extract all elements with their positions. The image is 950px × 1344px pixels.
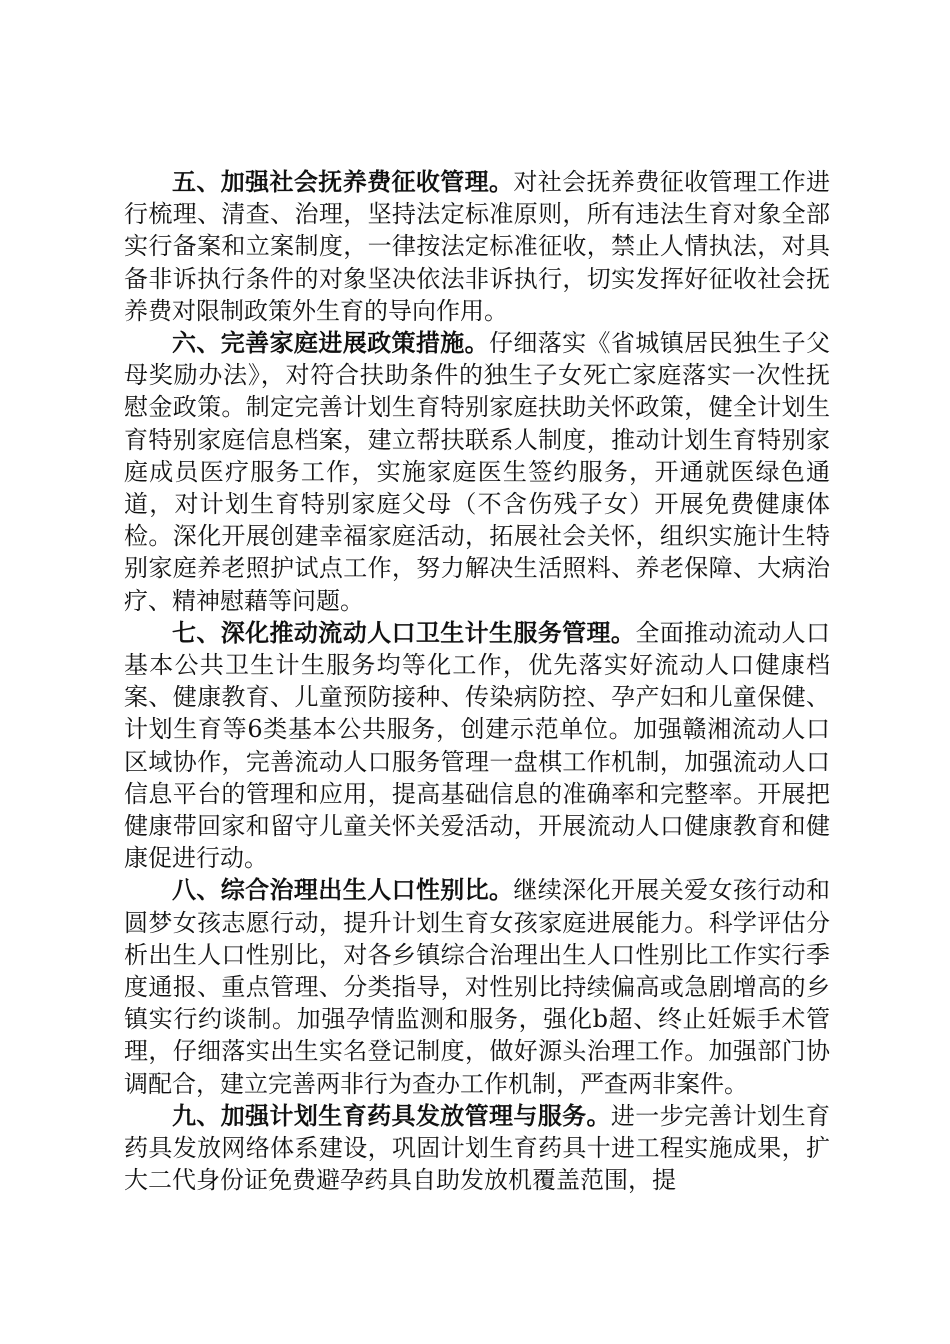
- paragraph-text: 继续深化开展关爱女孩行动和圆梦女孩志愿行动，提升计划生育女孩家庭进展能力。科学评估分析出生人口性别比，对各乡镇综合治理出生人口性别比工作实行季度通报、重点管理、分类指导，对性别比持续偏高或急剧增高的乡镇实行约谈制。加强孕情监测和服务，强化b超、终止妊娠手术管理，仔细落实出生实名登记制度，做好源头治理工作。加强部门协调配合，建立完善两非行为查办工作机制，严查两非案件。: [124, 876, 831, 1098]
- paragraph-text: 进一步完善计划生育药具发放网络体系建设，巩固计划生育药具十进工程实施成果，扩大二代身份证免费避孕药具自助发放机覆盖范围，提: [124, 1101, 830, 1195]
- paragraph-9: [124, 1100, 830, 1197]
- document-body: [124, 166, 830, 1197]
- paragraph-6: [124, 327, 830, 617]
- paragraph-heading: 七、深化推动流动人口卫生计生服务管理。: [172, 618, 636, 647]
- paragraph-text: 对社会抚养费征收管理工作进行梳理、清查、治理，坚持法定标准原则，所有违法生育对象全部实行备案和立案制度，一律按法定标准征收，禁止人情执法，对具备非诉执行条件的对象坚决依法非诉执行，切实发挥好征收社会抚养费对限制政策外生育的导向作用。: [124, 168, 831, 325]
- paragraph-8: [124, 874, 830, 1099]
- paragraph-text: 仔细落实《省城镇居民独生子父母奖励办法》，对符合扶助条件的独生子女死亡家庭落实一次性抚慰金政策。制定完善计划生育特别家庭扶助关怀政策，健全计划生育特别家庭信息档案，建立帮扶联系人制度，推动计划生育特别家庭成员医疗服务工作，实施家庭医生签约服务，开通就医绿色通道，对计划生育特别家庭父母（不含伤残子女）开展免费健康体检。深化开展创建幸福家庭活动，拓展社会关怀，组织实施计生特别家庭养老照护试点工作，努力解决生活照料、养老保障、大病治疗、精神慰藉等问题。: [124, 329, 830, 615]
- paragraph-heading: 八、综合治理出生人口性别比。: [172, 876, 514, 905]
- paragraph-heading: 五、加强社会抚养费征收管理。: [172, 168, 514, 196]
- paragraph-heading: 六、完善家庭进展政策措施。: [172, 329, 489, 358]
- paragraph-5: [124, 166, 830, 327]
- paragraph-heading: 九、加强计划生育药具发放管理与服务。: [172, 1101, 611, 1130]
- paragraph-text: 全面推动流动人口基本公共卫生计生服务均等化工作，优先落实好流动人口健康档案、健康教育、儿童预防接种、传染病防控、孕产妇和儿童保健、计划生育等6类基本公共服务，创建示范单位。加强赣湘流动人口区域协作，完善流动人口服务管理一盘棋工作机制，加强流动人口信息平台的管理和应用，提高基础信息的准确率和完整率。开展把健康带回家和留守儿童关怀关爱活动，开展流动人口健康教育和健康促进行动。: [124, 618, 831, 873]
- paragraph-7: [124, 617, 830, 875]
